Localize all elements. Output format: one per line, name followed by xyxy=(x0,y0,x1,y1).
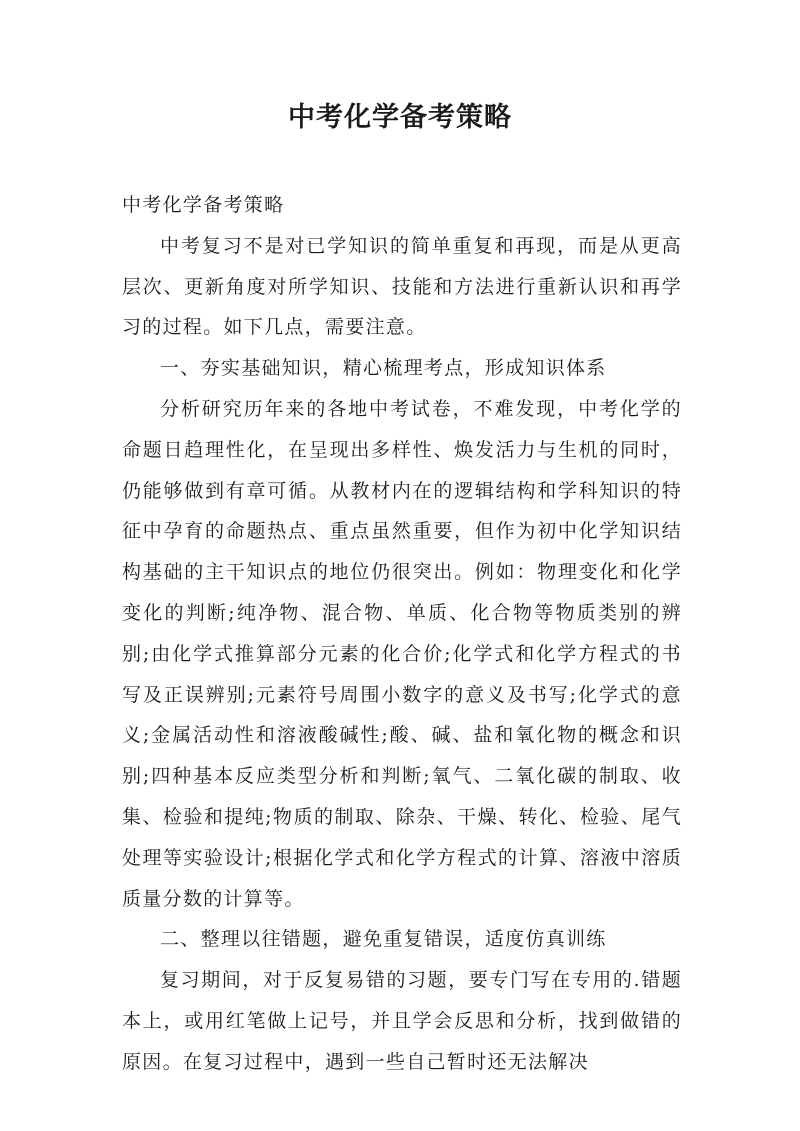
intro-paragraph: 中考复习不是对已学知识的简单重复和再现，而是从更高层次、更新角度对所学知识、技能和方法进行重新认识和再学习的过程。如下几点，需要注意。 xyxy=(122,234,682,339)
section-heading-2: 二、整理以往错题，避免重复错误，适度仿真训练 xyxy=(160,928,607,951)
document-body xyxy=(122,185,682,1083)
subtitle-paragraph: 中考化学备考策略 xyxy=(122,194,285,216)
section-heading-1: 一、夯实基础知识，精心梳理考点，形成知识体系 xyxy=(160,357,607,380)
page-title: 中考化学备考策略 xyxy=(288,102,512,133)
section-2-paragraph: 复习期间，对于反复易错的习题，要专门写在专用的.错题本上，或用红笔做上记号，并且学会反思和分析，找到做错的原因。在复习过程中，遇到一些自己暂时还无法解决 xyxy=(122,969,682,1073)
section-1-paragraph: 分析研究历年来的各地中考试卷，不难发现，中考化学的命题日趋理性化，在呈现出多样性、焕发活力与生机的同时，仍能够做到有章可循。从教材内在的逻辑结构和学科知识的特征中孕育的命题热点、重点虽然重要，但作为初中化学知识结构基础的主干知识点的地位仍很突出。例如：物理变化和化学变化的判断;纯净物、混合物、单质、化合物等物质类别的辨别;由化学式推算部分元素的化合价;化学式和化学方程式的书写及正误辨别;元素符号周围小数字的意义及书写;化学式的意义;金属活动性和溶液酸碱性;酸、碱、盐和氧化物的概念和识别;四种基本反应类型分析和判断;氧气、二氧化碳的制取、收集、检验和提纯;物质的制取、除杂、干燥、转化、检验、尾气处理等实验设计;根据化学式和化学方程式的计算、溶液中溶质质量分数的计算等。 xyxy=(122,397,682,910)
